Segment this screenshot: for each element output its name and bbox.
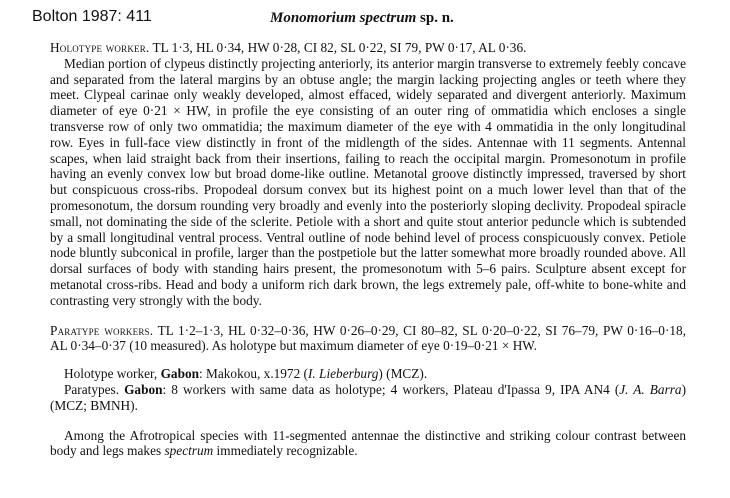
species-name: Monomorium spectrum xyxy=(270,10,417,26)
paratypes-country: Gabon xyxy=(124,381,163,397)
holotype-collector: I. Lieberburg xyxy=(307,366,379,382)
remarks-paragraph xyxy=(50,428,686,460)
holotype-paragraph xyxy=(50,40,686,56)
paratype-label: Paratype workers. xyxy=(50,322,154,338)
holotype-depository: ) (MCZ). xyxy=(378,366,428,382)
holotype-measurements: TL 1·3, HL 0·34, HW 0·28, CI 82, SL 0·22, SI 79, PW 0·17, AL 0·36. xyxy=(149,40,527,55)
species-status: sp. n. xyxy=(416,10,454,26)
paratype-text: TL 1·2–1·3, HL 0·32–0·36, HW 0·26–0·29, CI 80–82, SL 0·20–0·22, SI 76–79, PW 0·16–0·18, AL 0·34–0·37 (10 measured). As holotype but maximum diameter of eye 0·19–0·21 × HW. xyxy=(50,322,686,354)
holotype-material xyxy=(50,366,686,382)
paratype-paragraph xyxy=(50,323,686,355)
holotype-label: Holotype worker. xyxy=(50,40,150,55)
source-citation: Bolton 1987: 411 xyxy=(32,8,152,25)
holotype-locality: : Makokou, x.1972 ( xyxy=(199,366,308,382)
remarks-species: spectrum xyxy=(164,443,214,459)
holotype-country: Gabon xyxy=(160,366,200,382)
paratypes-prefix: Paratypes. xyxy=(64,381,125,397)
species-title xyxy=(270,10,454,27)
page-header xyxy=(32,8,692,30)
paratypes-depository: ) (MCZ; BMNH). xyxy=(50,381,687,413)
remarks-text: Among the Afrotropical species with 11-segmented antennae the distinctive and striking colour contrast between body and legs makes xyxy=(50,427,686,459)
document-body xyxy=(50,40,686,459)
remarks-text-end: immediately recognizable. xyxy=(213,443,358,459)
paratypes-material xyxy=(50,382,686,414)
paratypes-text: : 8 workers with same data as holotype; 4 workers, Plateau d'Ipassa 9, IPA AN4 ( xyxy=(162,381,620,397)
paratypes-collector: J. A. Barra xyxy=(619,381,682,397)
holotype-material-prefix: Holotype worker, xyxy=(64,366,161,382)
holotype-description: Median portion of clypeus distinctly projecting anteriorly, its anterior margin transverse to extremely feebly concave and separated from the lateral margins by an obtuse angle; the margin lacking projecting angles or teeth where they meet. Clypeal carinae only weakly developed, almost effaced, widely separated and divergent anteriorly. Maximum diameter of eye 0·21 × HW, in profile the eye consisting of an outer ring of ommatidia which encloses a single transverse row of only two ommatidia; the maximum diameter of the eye with 4 ommatidia in the only longitudinal row. Eyes in full-face view distinctly in front of the midlength of the sides. Antennae with 11 segments. Antennal scapes, when laid straight back from their insertions, failing to reach the occipital margin. Promesonotum in profile having an evenly convex low but broad dome-like outline. Metanotal groove distinctly impressed, traversed by short but conspicuous cross-ribs. Propodeal dorsum convex but its highest point on a much lower level than that of the promesonotum, the dorsum rounding very broadly and evenly into the posteriorly sloping declivity. Propodeal spiracle small, not dominating the side of the sclerite. Petiole with a short and quite stout anterior peduncle which is subtended by a small longitudinal ventral process. Ventral outline of node behind level of process conspicuously convex. Petiole node bluntly subconical in profile, larger than the postpetiole but the latter somewhat more broadly rounded above. All dorsal surfaces of body with standing hairs present, the promesonotum with 5–6 pairs. Sculpture absent except for metanotal cross-ribs. Head and body a uniform rich dark brown, the legs extremely pale, off-white to bone-white and contrasting very strongly with the body. xyxy=(50,55,686,308)
